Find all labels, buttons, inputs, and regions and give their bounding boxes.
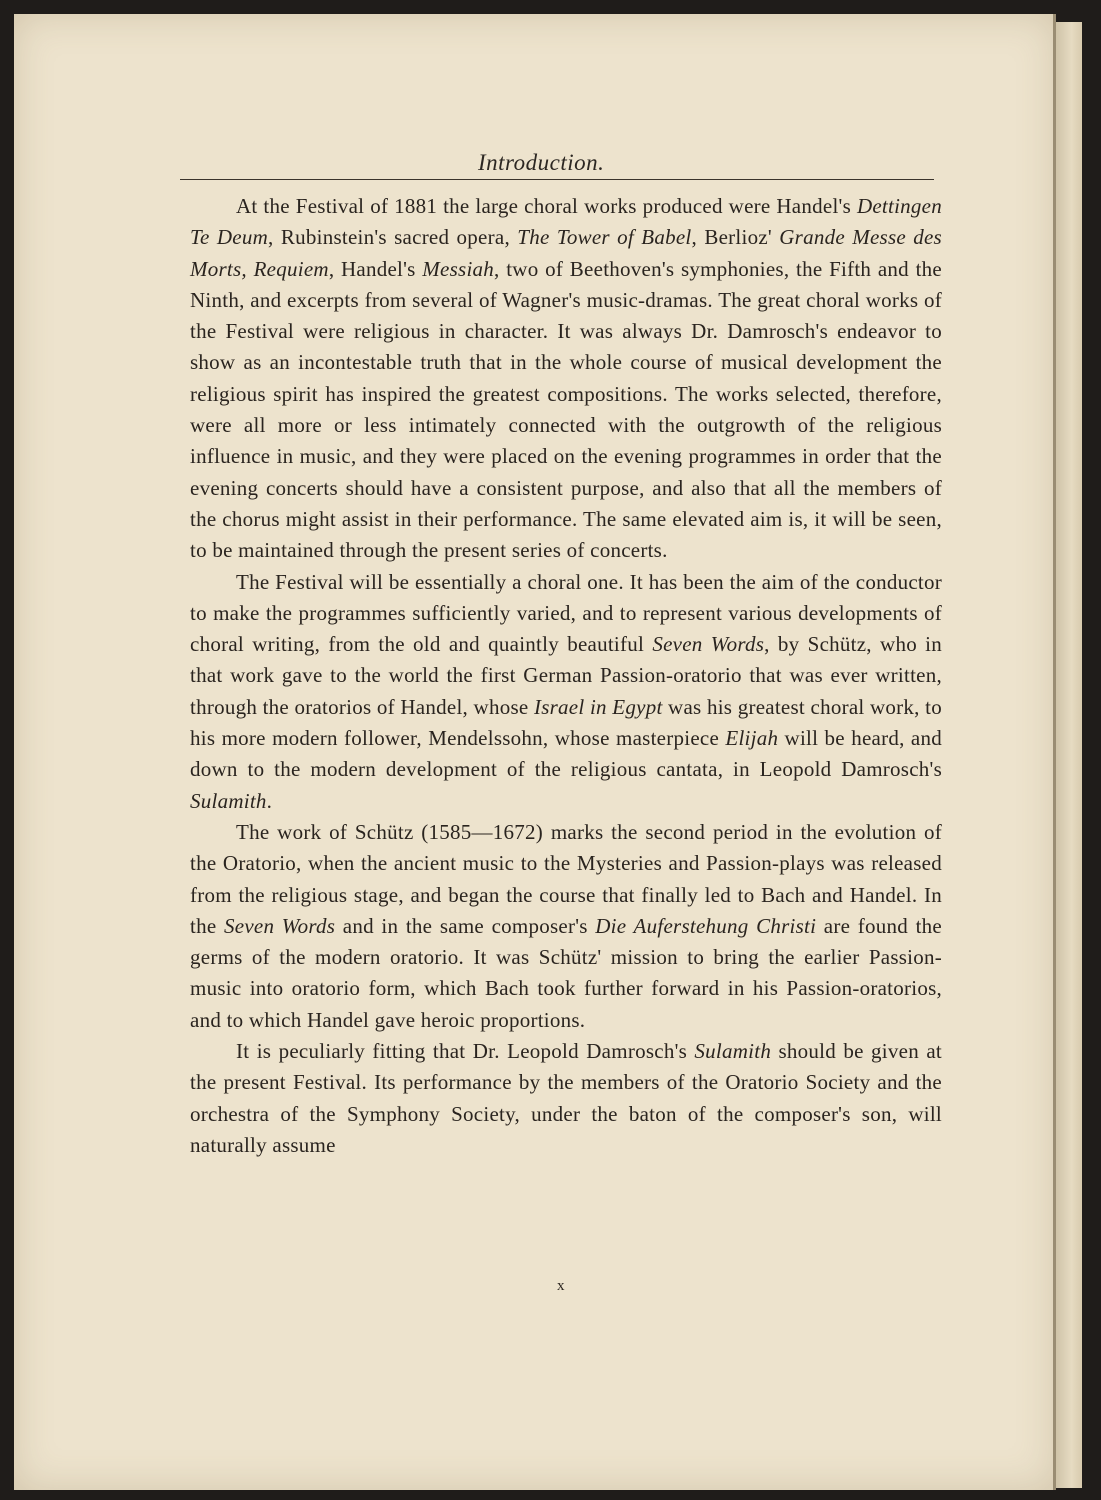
italic-title: Grande Messe des Morts, Requiem (190, 225, 942, 281)
body-text (190, 191, 942, 1161)
text-run: It is peculiarly fitting that Dr. Leopold Damrosch's (236, 1039, 695, 1064)
text-run: , Berlioz' (691, 225, 780, 250)
paragraph-festival-1881 (190, 191, 942, 567)
text-run: was his greatest choral work, to his more modern follower, Mendelssohn, whose masterpiece (190, 694, 942, 751)
text-run: , two of Beethoven's symphonies, the Fifth and the Ninth, and excerpts from several of Wagner's music-dramas. The great choral works of the Festival were religious in character. It was always Dr. Damrosch's endeavor to show as an incontestable truth that in the whole course of musical development the religious spirit has inspired the greatest compositions. The works selected, therefore, were all more or less intimately connected with the outgrowth of the religious influence in music, and they were placed on the evening programmes in order that the evening concerts should have a consistent purpose, and also that all the members of the chorus might assist in their performance. The same elevated aim is, it will be seen, to be maintained through the present series of concerts. (190, 256, 942, 563)
text-run: should be given at the present Festival. Its performance by the members of the Oratorio Society and the orchestra of the Symphony Society, under the baton of the composer's son, will naturally assume (190, 1039, 942, 1157)
text-run: , Rubinstein's sacred opera, (268, 225, 518, 250)
text-run: , Handel's (328, 256, 423, 281)
header-rule (180, 179, 934, 180)
text-run: The Festival will be essentially a choral one. It has been the aim of the conductor to make the programmes sufficiently varied, and to represent various developments of choral writing, from the old and quaintly beautiful (190, 569, 942, 657)
text-run: and in the same composer's (335, 913, 596, 938)
paragraph-schutz (190, 817, 942, 1036)
page-number: x (557, 1278, 565, 1294)
paragraph-sulamith (190, 1036, 942, 1161)
text-run: , by Schütz, who in that work gave to the world the first German Passion-oratorio that was ever written, through the oratorios of Handel, whose (190, 632, 943, 719)
paragraph-choral-festival (190, 567, 942, 817)
text-run: The work of Schütz (1585—1672) marks the second period in the evolution of the Oratorio, when the ancient music to the Mysteries and Passion-plays was released from the religious stage, and began the course that finally led to Bach and Handel. In the (190, 819, 942, 938)
italic-title: Sulamith (190, 788, 267, 813)
text-run: At the Festival of 1881 the large choral works produced were Handel's (236, 194, 857, 218)
text-run: . (266, 788, 273, 813)
text-run: are found the germs of the modern oratorio. It was Schütz' mission to bring the earlier Passion-music into oratorio form, which Bach took further forward in his Passion-oratorios, and to which Handel gave heroic proportions. (190, 913, 943, 1032)
text-run: will be heard, and down to the modern development of the religious cantata, in Leopold Damrosch's (190, 726, 942, 782)
italic-title: Elijah (725, 726, 779, 751)
italic-title: Seven Words (652, 632, 765, 657)
running-title: Introduction. (478, 150, 605, 175)
italic-title: Israel in Egypt (533, 694, 663, 719)
italic-title: The Tower of Babel (517, 225, 692, 250)
italic-title: Dettingen Te Deum (190, 194, 942, 250)
adjacent-page-edge (1056, 22, 1082, 1488)
italic-title: Seven Words (224, 913, 336, 938)
italic-title: Sulamith (694, 1039, 772, 1064)
italic-title: Die Auferstehung Christi (595, 913, 817, 938)
italic-title: Messiah (422, 256, 495, 281)
